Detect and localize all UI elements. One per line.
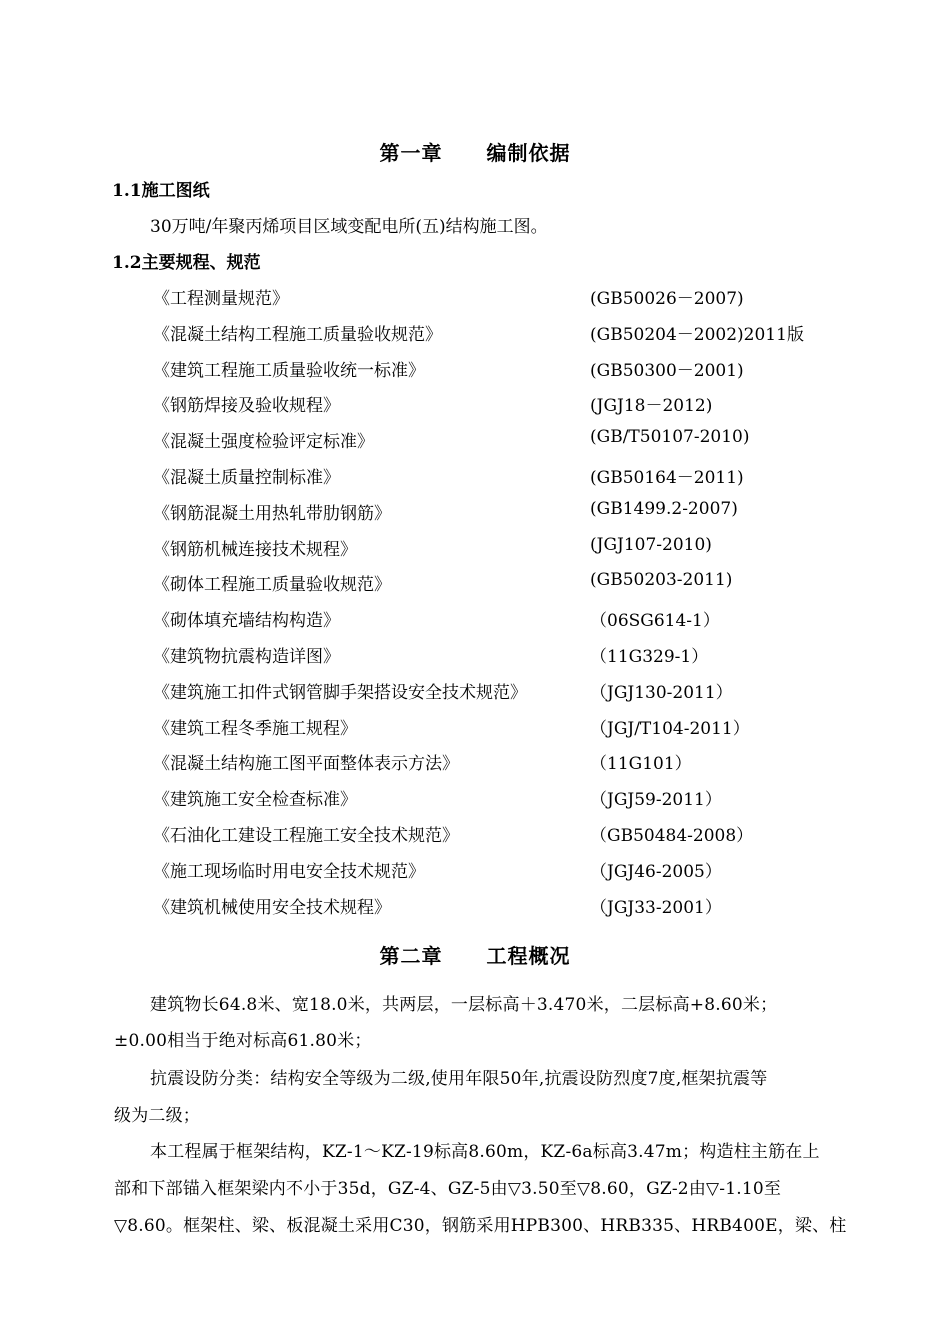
standard-code: (GB50300－2001) (590, 361, 744, 381)
standard-code: （JGJ/T104-2011） (590, 719, 750, 739)
standard-name: 《钢筋机械连接技术规程》 (153, 540, 357, 560)
standard-code: （06SG614-1） (590, 611, 720, 631)
standard-name: 《混凝土结构工程施工质量验收规范》 (153, 325, 442, 345)
standard-code: （JGJ33-2001） (590, 898, 722, 918)
standard-name: 《工程测量规范》 (153, 289, 289, 309)
overview-line: ▽8.60。框架柱、梁、板混凝土采用C30，钢筋采用HPB300、HRB335、HRB400E，梁、柱 (114, 1216, 847, 1236)
standard-item (0, 857, 950, 887)
standard-name: 《砌体填充墙结构构造》 (153, 611, 340, 631)
chapter-2-title: 工程概况 (486, 944, 571, 968)
standard-item (0, 642, 950, 672)
standard-item (0, 284, 950, 314)
standard-code: (GB50026－2007) (590, 289, 744, 309)
standard-item (0, 356, 950, 386)
standard-item (0, 427, 950, 457)
standard-name: 《钢筋混凝土用热轧带肋钢筋》 (153, 504, 391, 524)
standard-name: 《砌体工程施工质量验收规范》 (153, 575, 391, 595)
standard-item (0, 785, 950, 815)
standard-item (0, 535, 950, 565)
overview-line: 抗震设防分类：结构安全等级为二级,使用年限50年,抗震设防烈度7度,框架抗震等 (150, 1069, 768, 1089)
standard-name: 《建筑机械使用安全技术规程》 (153, 898, 391, 918)
standard-code: (GB1499.2-2007) (590, 499, 738, 519)
standard-code: (GB50204－2002)2011版 (590, 325, 804, 345)
standard-name: 《建筑工程施工质量验收统一标准》 (153, 361, 425, 381)
standard-code: (GB50203-2011) (590, 570, 733, 590)
standard-code: (GB50164－2011) (590, 468, 744, 488)
chapter-2-number: 第二章 (379, 944, 443, 968)
chapter-1-heading (0, 137, 950, 166)
standard-item (0, 463, 950, 493)
standard-code: （JGJ59-2011） (590, 790, 722, 810)
section-1-1-heading: 1.1施工图纸 (112, 181, 210, 201)
standard-name: 《建筑施工扣件式钢管脚手架搭设安全技术规范》 (153, 683, 527, 703)
standard-item (0, 893, 950, 923)
standard-item (0, 821, 950, 851)
standard-name: 《混凝土强度检验评定标准》 (153, 432, 374, 452)
chapter-1-number: 第一章 (379, 141, 443, 165)
standard-item (0, 391, 950, 421)
standard-code: （11G101） (590, 754, 692, 774)
standard-item (0, 749, 950, 779)
standard-item (0, 320, 950, 350)
overview-line: 建筑物长64.8米、宽18.0米，共两层，一层标高＋3.470米，二层标高+8.60米； (150, 995, 778, 1015)
chapter-2-heading (0, 940, 950, 969)
standard-code: （11G329-1） (590, 647, 709, 667)
overview-line: ±0.00相当于绝对标高61.80米； (114, 1031, 372, 1051)
standard-code: （JGJ46-2005） (590, 862, 722, 882)
standard-name: 《施工现场临时用电安全技术规范》 (153, 862, 425, 882)
standard-name: 《建筑工程冬季施工规程》 (153, 719, 357, 739)
standard-name: 《混凝土结构施工图平面整体表示方法》 (153, 754, 459, 774)
section-1-1-text: 30万吨/年聚丙烯项目区域变配电所(五)结构施工图。 (150, 217, 548, 237)
overview-line: 级为二级； (114, 1106, 200, 1126)
standard-item (0, 499, 950, 529)
standard-name: 《钢筋焊接及验收规程》 (153, 396, 340, 416)
standard-item (0, 678, 950, 708)
standard-name: 《建筑物抗震构造详图》 (153, 647, 340, 667)
standard-name: 《石油化工建设工程施工安全技术规范》 (153, 826, 459, 846)
standard-code: (JGJ107-2010) (590, 535, 712, 555)
standard-code: (GB/T50107-2010) (590, 427, 750, 447)
standard-code: (JGJ18－2012) (590, 396, 713, 416)
standard-item (0, 714, 950, 744)
standard-code: （GB50484-2008） (590, 826, 754, 846)
standard-code: （JGJ130-2011） (590, 683, 733, 703)
standard-item (0, 606, 950, 636)
standard-item (0, 570, 950, 600)
chapter-1-title: 编制依据 (486, 141, 571, 165)
overview-line: 本工程属于框架结构，KZ-1～KZ-19标高8.60m，KZ-6a标高3.47m；构造柱主筋在上 (150, 1142, 820, 1162)
overview-line: 部和下部锚入框架梁内不小于35d，GZ-4、GZ-5由▽3.50至▽8.60，GZ-2由▽-1.10至 (114, 1179, 782, 1199)
standard-name: 《混凝土质量控制标准》 (153, 468, 340, 488)
section-1-2-heading: 1.2主要规程、规范 (112, 253, 261, 273)
standard-name: 《建筑施工安全检查标准》 (153, 790, 357, 810)
